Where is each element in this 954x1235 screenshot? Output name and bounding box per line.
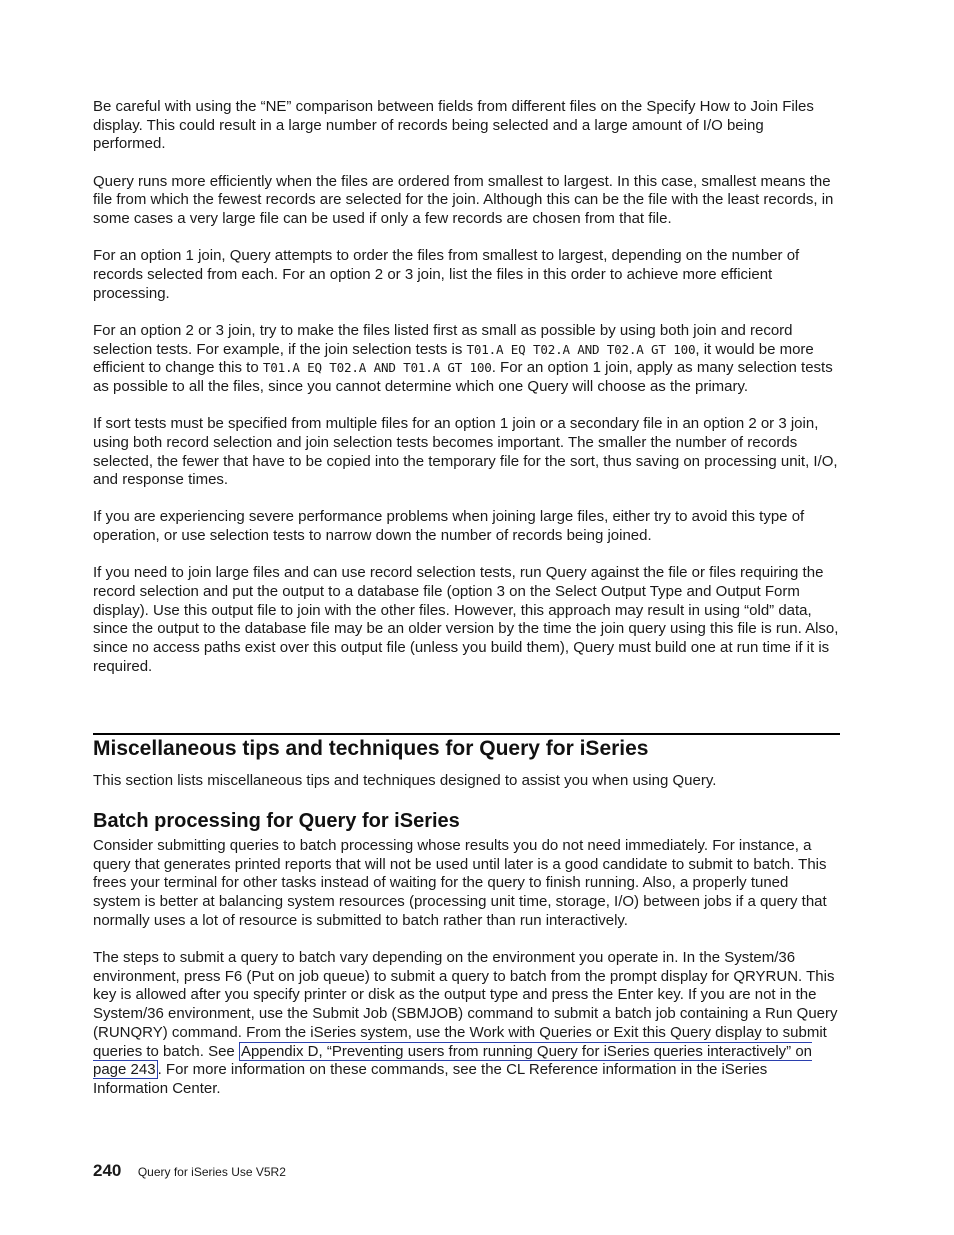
text-segment: . For more information on these commands, see the CL Reference information in the iSeries Information Center. — [93, 1061, 768, 1097]
page-number: 240 — [93, 1161, 122, 1180]
text-segment: The steps to submit a query to batch vary depending on the environment you operate in. In the System/36 environment, press F6 (Put on job queue) to submit a query to batch from the prompt display for QRYRUN. This key is allowed after you specify printer or disk as the output type and press the Enter key. If you are not in the System/36 environment, use the Submit Job (SBMJOB) command to submit a batch job containing a Run Query (RUNQRY) command. From the iSeries system, use the Work with Queries or Exit this Query display to submit queries to batch. See — [93, 949, 838, 1060]
section-intro: This section lists miscellaneous tips and techniques designed to assist you when using Query. — [93, 772, 717, 789]
batch-section-text — [93, 837, 840, 1117]
section-heading-misc: Miscellaneous tips and techniques for Query for iSeries — [93, 737, 649, 760]
text-segment: For an option 2 or 3 join, try to make the files listed first as small as possible by using both join and record selection tests. For example, if the join selection tests is — [93, 321, 793, 358]
code-join-test-improved: T01.A EQ T02.A AND T01.A GT 100 — [262, 360, 492, 376]
paragraph-large-files: If you need to join large files and can use record selection tests, run Query against the file or files requiring the record selection and put the output to a database file (option 3 on the Select Output Type and Output Form display). Use this output file to join with the other files. However, this approach may result in using “old” data, since the output to the database file may be an older version by the time the join query using this file is run. Also, since no access paths exist over this output file (unless you build them), Query must build one at run time if it is required. — [93, 564, 839, 675]
paragraph-file-order: Query runs more efficiently when the files are ordered from smallest to largest. In this case, smallest means the file from which the fewest records are selected for the join. Although this can be the file with the least records, in some cases a very large file can be used if only a few records are chosen from that file. — [93, 172, 834, 228]
text-segment: . For an option 1 join, apply as many selection tests as possible to all the files, since you cannot determine which one Query will choose as the primary. — [93, 359, 833, 395]
paragraph-performance: If you are experiencing severe performance problems when joining large files, either try to avoid this type of operation, or use selection tests to narrow down the number of records being joined. — [93, 508, 805, 545]
subsection-heading-batch: Batch processing for Query for iSeries — [93, 810, 460, 832]
paragraph-option1-join: For an option 1 join, Query attempts to order the files from smallest to largest, depending on the number of records selected from each. For an option 2 or 3 join, list the files in this order to achieve more efficient processing. — [93, 247, 800, 302]
paragraph-ne-comparison: Be careful with using the “NE” comparison between fields from different files on the Specify How to Join Files display. This could result in a large number of records being selected and a large amount of I/O being performed. — [93, 98, 814, 153]
body-text — [93, 98, 840, 695]
appendix-d-link[interactable]: Appendix D, “Preventing users from running Query for iSeries queries interactively” on page 243 — [93, 1042, 813, 1079]
code-join-test: T01.A EQ T02.A AND T02.A GT 100 — [466, 341, 696, 357]
page-footer — [93, 1161, 286, 1181]
paragraph-batch-steps — [93, 949, 840, 1099]
paragraph-batch-intro: Consider submitting queries to batch processing whose results you do not need immediately. For instance, a query that generates printed reports that will not be used until later is a good candidate to submit to batch. This frees your terminal for other tasks instead of waiting for the query to finish running. Also, a properly tuned system is better at balancing system resources (processing unit time, storage, I/O) between jobs if a query that normally uses a lot of resource is submitted to batch rather than run interactively. — [93, 837, 827, 929]
paragraph-option23-join — [93, 322, 840, 397]
book-title: Query for iSeries Use V5R2 — [137, 1165, 286, 1179]
text-segment: , it would be more efficient to change this to — [93, 340, 814, 377]
paragraph-sort-tests: If sort tests must be specified from multiple files for an option 1 join or a secondary file in an option 2 or 3 join, using both record selection and join selection tests becomes important. The smaller the number of records selected, the fewer that have to be copied into the temporary file for the sort, thus saving on processing unit, I/O, and response times. — [93, 415, 838, 489]
section-divider — [93, 733, 840, 735]
